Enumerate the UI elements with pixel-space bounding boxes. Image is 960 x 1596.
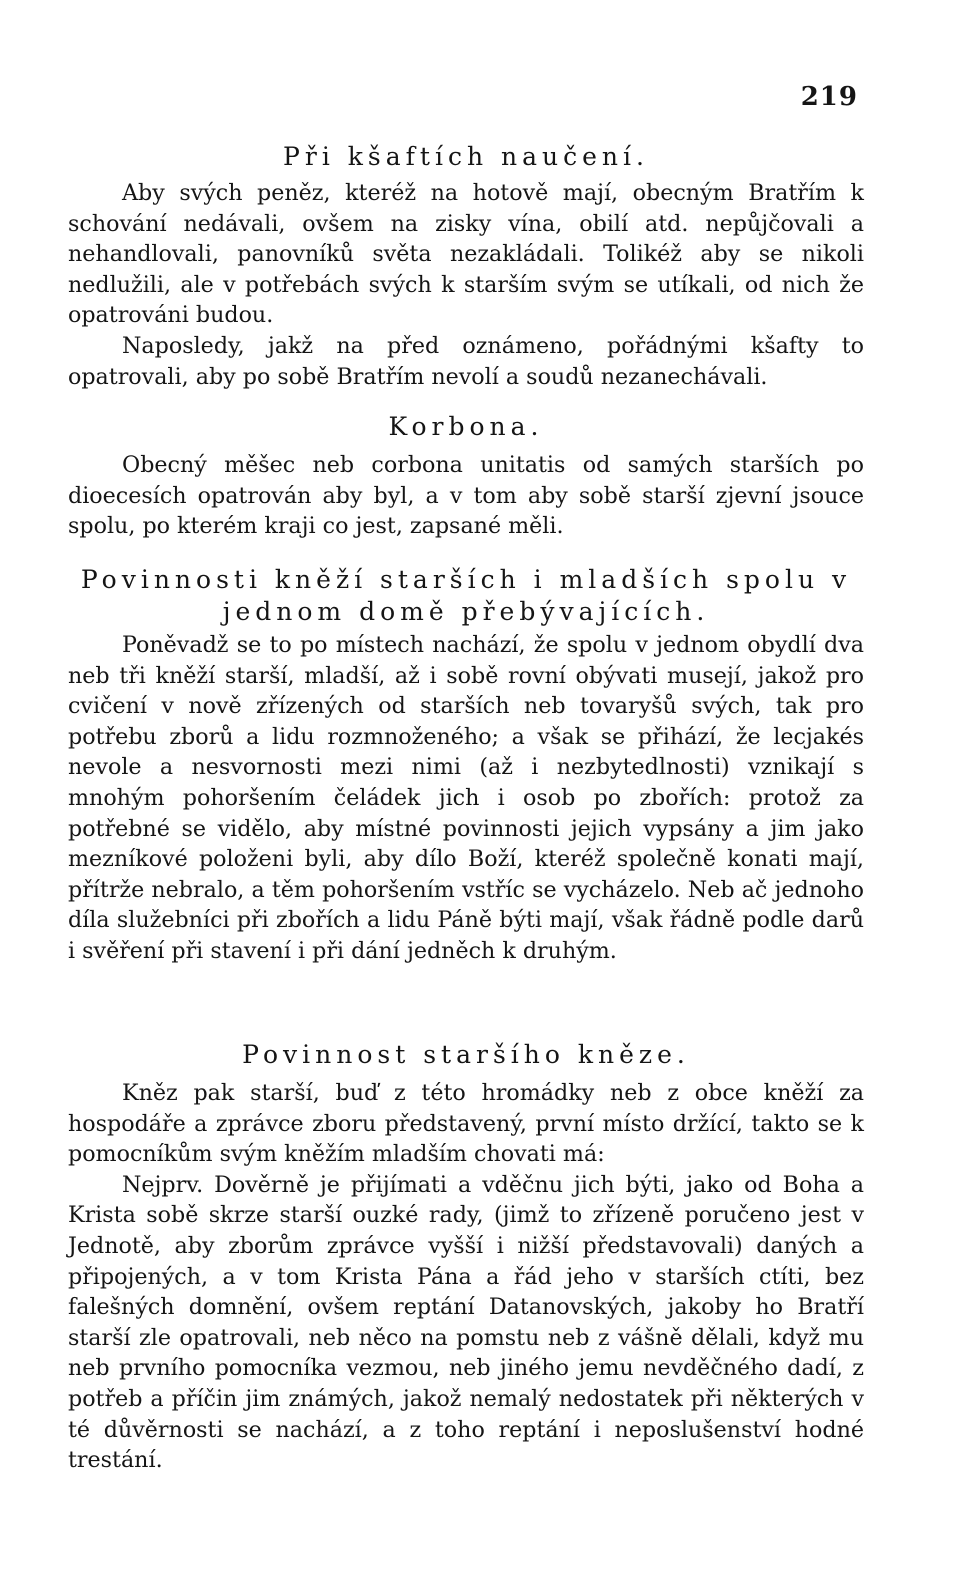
paragraph: Obecný měšec neb corbona unitatis od samých starších po dioecesích opatrován aby byl, a v tom aby sobě starší zjevní jsouce spolu, po kterém kraji co jest, zapsané měli. — [68, 452, 864, 540]
document-page — [68, 70, 864, 1490]
section-body-povinnost-starsiho — [68, 1078, 864, 1476]
section-heading-povinnost-starsiho: Povinnost staršího kněze. — [242, 1040, 690, 1069]
page-number: 219 — [800, 82, 858, 112]
paragraph: Aby svých peněz, kteréž na hotově mají, obecným Bratřím k schování nedávali, ovšem na zisky vína, obilí atd. nepůjčovali a nehandlovali, panovníků světa nezakládali. Tolikéž aby se nikoli nedlužili, ale v potřebách svých k starším svým se utíkali, od nich že opatrováni budou. — [68, 180, 864, 329]
section-heading-kshafty: Při kšaftích naučení. — [283, 142, 649, 171]
paragraph: Naposledy, jakž na před oznámeno, pořádnými kšafty to opatrovali, aby po sobě Bratřím nevolí a soudů nezanechávali. — [68, 332, 864, 390]
section-body-povinnosti-knezi — [68, 630, 864, 967]
paragraph: Kněz pak starší, buď z této hromádky neb z obce kněží za hospodáře a zprávce zboru představený, první místo držící, takto se k pomocníkům svým kněžím mladším chovati má: — [68, 1080, 864, 1168]
section-body-korbona — [68, 450, 864, 542]
paragraph: Nejprv. Dověrně je přijímati a vděčnu jich býti, jako od Boha a Krista sobě skrze starší ouzké rady, (jimž to zřízeně poručeno jest v Jednotě, aby zborům zprávce vyšší i nižší představovali) daných a připojených, a v tom Krista Pána a řád jeho v starších ctíti, bez falešných domnění, ovšem reptání Datanovských, jakoby ho Bratří starší zle opatrovali, neb něco na pomstu neb z vášně dělali, když mu neb prvního pomocníka vezmou, neb jiného jemu nevděčného dadí, z potřeb a příčin jim známých, jakož nemalý nedostatek při některých v té důvěrnosti se nachází, a z toho reptání i neposlušenství hodné trestání. — [68, 1171, 864, 1474]
section-heading-korbona: Korbona. — [388, 412, 544, 441]
paragraph: Poněvadž se to po místech nachází, že spolu v jednom obydlí dva neb tři kněží starší, mladší, až i sobě rovní obývati musejí, jakož pro cvičení v nově zřízených od starších neb tovaryšů svých, tak pro potřebu zborů a lidu rozmnoženého; a však se přihází, že lecjakés nevole a nesvornosti mezi nimi (až i nezbytedlnosti) vznikají s mnohým pohoršením čeládek jich i osob po zbořích: protož za potřebné se vidělo, aby místné povinnosti jejich vypsány a jim jako mezníkové položeni byli, aby dílo Boží, kteréž společně konati mají, přítrže nebralo, a těm pohoršením vstříc se vycházelo. Neb ač jednoho díla služebníci při zbořích a lidu Páně býti mají, však řádně podle darů i svěření při stavení i při dání jedněch k druhým. — [68, 632, 864, 964]
section-body-kshafty — [68, 178, 864, 392]
section-heading-povinnosti-knezi: Povinnosti kněží starších i mladších spolu v jednom domě přebývajících. — [80, 565, 852, 626]
